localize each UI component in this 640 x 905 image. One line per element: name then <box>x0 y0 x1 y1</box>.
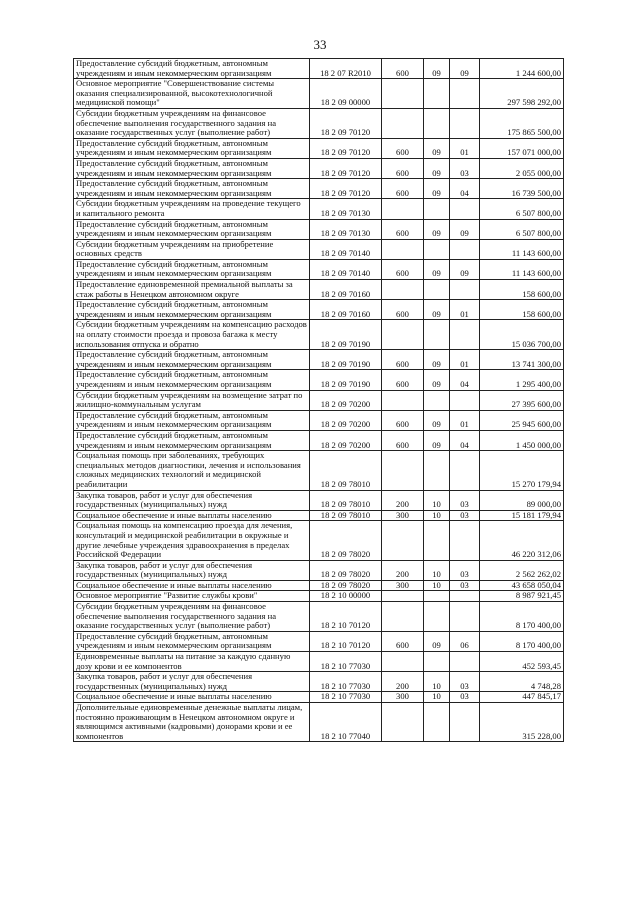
section-cell: 09 <box>424 350 450 370</box>
target-code-cell: 18 2 09 70160 <box>310 300 382 320</box>
expense-type-cell: 300 <box>382 510 424 521</box>
table-row <box>74 108 564 138</box>
section-cell: 09 <box>424 430 450 450</box>
subsection-cell: 01 <box>450 350 480 370</box>
expense-type-cell <box>382 703 424 742</box>
section-cell <box>424 239 450 259</box>
amount-cell: 1 450 000,00 <box>480 430 564 450</box>
amount-cell: 2 562 262,02 <box>480 560 564 580</box>
expense-type-cell <box>382 521 424 560</box>
row-name-cell: Предоставление субсидий бюджетным, автономным учреждениям и иным некоммерческим организациям <box>74 219 310 239</box>
row-name-cell: Предоставление субсидий бюджетным, автономным учреждениям и иным некоммерческим организациям <box>74 410 310 430</box>
expense-type-cell <box>382 108 424 138</box>
section-cell: 10 <box>424 510 450 521</box>
subsection-cell: 01 <box>450 138 480 158</box>
amount-cell: 11 143 600,00 <box>480 239 564 259</box>
row-name-cell: Социальная помощь на компенсацию проезда для лечения, консультаций и медицинской реабилитации в окружные и другие лечебные учреждения здравоохранения в пределах Российской Федерации <box>74 521 310 560</box>
table-row <box>74 521 564 560</box>
table-row <box>74 259 564 279</box>
amount-cell: 16 739 500,00 <box>480 179 564 199</box>
row-name-cell: Субсидии бюджетным учреждениям на возмещение затрат по жилищно-коммунальным услугам <box>74 390 310 410</box>
table-row <box>74 280 564 300</box>
subsection-cell <box>450 199 480 219</box>
table-row <box>74 370 564 390</box>
subsection-cell: 04 <box>450 430 480 450</box>
expense-type-cell: 600 <box>382 370 424 390</box>
subsection-cell <box>450 451 480 490</box>
table-row <box>74 672 564 692</box>
table-row <box>74 158 564 178</box>
amount-cell: 11 143 600,00 <box>480 259 564 279</box>
table-row <box>74 490 564 510</box>
amount-cell: 8 987 921,45 <box>480 591 564 602</box>
target-code-cell: 18 2 10 00000 <box>310 591 382 602</box>
section-cell: 10 <box>424 560 450 580</box>
subsection-cell <box>450 390 480 410</box>
subsection-cell <box>450 280 480 300</box>
section-cell <box>424 280 450 300</box>
target-code-cell: 18 2 09 70160 <box>310 280 382 300</box>
subsection-cell: 03 <box>450 580 480 591</box>
section-cell <box>424 320 450 350</box>
table-row <box>74 59 564 79</box>
target-code-cell: 18 2 09 70200 <box>310 430 382 450</box>
subsection-cell <box>450 703 480 742</box>
expense-type-cell: 300 <box>382 692 424 703</box>
table-row <box>74 320 564 350</box>
row-name-cell: Субсидии бюджетным учреждениям на компенсацию расходов на оплату стоимости проезда и провоза багажа к месту использования отпуска и обратно <box>74 320 310 350</box>
subsection-cell: 03 <box>450 560 480 580</box>
row-name-cell: Предоставление субсидий бюджетным, автономным учреждениям и иным некоммерческим организациям <box>74 179 310 199</box>
row-name-cell: Субсидии бюджетным учреждениям на финансовое обеспечение выполнения государственного задания на оказание государственных услуг (выполнение работ) <box>74 108 310 138</box>
table-row <box>74 692 564 703</box>
target-code-cell: 18 2 10 77030 <box>310 652 382 672</box>
target-code-cell: 18 2 09 70200 <box>310 410 382 430</box>
subsection-cell: 09 <box>450 219 480 239</box>
table-row <box>74 138 564 158</box>
target-code-cell: 18 2 09 70120 <box>310 158 382 178</box>
row-name-cell: Основное мероприятие "Развитие службы крови" <box>74 591 310 602</box>
row-name-cell: Социальное обеспечение и иные выплаты населению <box>74 580 310 591</box>
target-code-cell: 18 2 09 70120 <box>310 138 382 158</box>
expense-type-cell: 600 <box>382 158 424 178</box>
subsection-cell: 04 <box>450 370 480 390</box>
expense-type-cell <box>382 79 424 109</box>
expense-type-cell <box>382 199 424 219</box>
expense-type-cell <box>382 320 424 350</box>
table-row <box>74 219 564 239</box>
row-name-cell: Предоставление субсидий бюджетным, автономным учреждениям и иным некоммерческим организациям <box>74 300 310 320</box>
table-row <box>74 510 564 521</box>
target-code-cell: 18 2 09 78010 <box>310 490 382 510</box>
section-cell: 09 <box>424 370 450 390</box>
expense-type-cell <box>382 280 424 300</box>
amount-cell: 27 395 600,00 <box>480 390 564 410</box>
amount-cell: 315 228,00 <box>480 703 564 742</box>
amount-cell: 2 055 000,00 <box>480 158 564 178</box>
table-row <box>74 239 564 259</box>
table-row <box>74 652 564 672</box>
amount-cell: 8 170 400,00 <box>480 631 564 651</box>
target-code-cell: 18 2 10 70120 <box>310 631 382 651</box>
section-cell <box>424 703 450 742</box>
amount-cell: 158 600,00 <box>480 300 564 320</box>
table-row <box>74 179 564 199</box>
amount-cell: 15 270 179,94 <box>480 451 564 490</box>
expense-type-cell: 600 <box>382 138 424 158</box>
section-cell <box>424 652 450 672</box>
subsection-cell: 04 <box>450 179 480 199</box>
target-code-cell: 18 2 09 70200 <box>310 390 382 410</box>
table-row <box>74 703 564 742</box>
page-number: 33 <box>313 37 327 52</box>
target-code-cell: 18 2 09 78020 <box>310 560 382 580</box>
expense-type-cell: 600 <box>382 430 424 450</box>
section-cell <box>424 79 450 109</box>
amount-cell: 15 181 179,94 <box>480 510 564 521</box>
subsection-cell: 03 <box>450 490 480 510</box>
section-cell: 10 <box>424 672 450 692</box>
row-name-cell: Закупка товаров, работ и услуг для обеспечения государственных (муниципальных) нужд <box>74 560 310 580</box>
target-code-cell: 18 2 09 78020 <box>310 521 382 560</box>
table-row <box>74 199 564 219</box>
subsection-cell: 09 <box>450 259 480 279</box>
section-cell: 09 <box>424 138 450 158</box>
table-row <box>74 631 564 651</box>
subsection-cell: 03 <box>450 510 480 521</box>
amount-cell: 43 658 050,04 <box>480 580 564 591</box>
expense-type-cell <box>382 591 424 602</box>
row-name-cell: Субсидии бюджетным учреждениям на приобретение основных средств <box>74 239 310 259</box>
row-name-cell: Предоставление субсидий бюджетным, автономным учреждениям и иным некоммерческим организациям <box>74 158 310 178</box>
target-code-cell: 18 2 09 70120 <box>310 179 382 199</box>
amount-cell: 1 295 400,00 <box>480 370 564 390</box>
row-name-cell: Социальное обеспечение и иные выплаты населению <box>74 510 310 521</box>
row-name-cell: Субсидии бюджетным учреждениям на финансовое обеспечение выполнения государственного задания на оказание государственных услуг (выполнение работ) <box>74 602 310 632</box>
expense-type-cell: 200 <box>382 560 424 580</box>
expense-type-cell: 300 <box>382 580 424 591</box>
subsection-cell <box>450 602 480 632</box>
row-name-cell: Предоставление субсидий бюджетным, автономным учреждениям и иным некоммерческим организациям <box>74 370 310 390</box>
subsection-cell <box>450 79 480 109</box>
row-name-cell: Субсидии бюджетным учреждениям на проведение текущего и капитального ремонта <box>74 199 310 219</box>
table-row <box>74 580 564 591</box>
expense-type-cell <box>382 652 424 672</box>
amount-cell: 158 600,00 <box>480 280 564 300</box>
subsection-cell: 03 <box>450 158 480 178</box>
subsection-cell <box>450 320 480 350</box>
target-code-cell: 18 2 09 00000 <box>310 79 382 109</box>
row-name-cell: Дополнительные единовременные денежные выплаты лицам, постоянно проживающим в Ненецком автономном округе и являющимся активными (кадровыми) донорами крови и ее компонентов <box>74 703 310 742</box>
target-code-cell: 18 2 09 70140 <box>310 259 382 279</box>
row-name-cell: Предоставление субсидий бюджетным, автономным учреждениям и иным некоммерческим организациям <box>74 430 310 450</box>
table-row <box>74 300 564 320</box>
section-cell <box>424 521 450 560</box>
expense-type-cell: 600 <box>382 631 424 651</box>
row-name-cell: Предоставление субсидий бюджетным, автономным учреждениям и иным некоммерческим организациям <box>74 350 310 370</box>
expense-type-cell <box>382 602 424 632</box>
amount-cell: 452 593,45 <box>480 652 564 672</box>
expense-type-cell: 600 <box>382 350 424 370</box>
expense-type-cell: 600 <box>382 219 424 239</box>
subsection-cell: 03 <box>450 672 480 692</box>
expense-type-cell: 200 <box>382 490 424 510</box>
table-row <box>74 390 564 410</box>
expense-type-cell: 600 <box>382 410 424 430</box>
target-code-cell: 18 2 10 70120 <box>310 602 382 632</box>
section-cell: 09 <box>424 59 450 79</box>
expense-type-cell <box>382 239 424 259</box>
section-cell <box>424 108 450 138</box>
budget-table <box>73 58 564 742</box>
target-code-cell: 18 2 09 78020 <box>310 580 382 591</box>
table-row <box>74 350 564 370</box>
amount-cell: 46 220 312,06 <box>480 521 564 560</box>
expense-type-cell: 200 <box>382 672 424 692</box>
section-cell: 09 <box>424 300 450 320</box>
amount-cell: 447 845,17 <box>480 692 564 703</box>
section-cell: 10 <box>424 692 450 703</box>
expense-type-cell <box>382 451 424 490</box>
row-name-cell: Предоставление субсидий бюджетным, автономным учреждениям и иным некоммерческим организациям <box>74 59 310 79</box>
section-cell: 10 <box>424 580 450 591</box>
row-name-cell: Социальное обеспечение и иные выплаты населению <box>74 692 310 703</box>
section-cell: 09 <box>424 631 450 651</box>
target-code-cell: 18 2 09 70190 <box>310 370 382 390</box>
amount-cell: 175 865 500,00 <box>480 108 564 138</box>
subsection-cell: 09 <box>450 59 480 79</box>
amount-cell: 6 507 800,00 <box>480 199 564 219</box>
row-name-cell: Предоставление единовременной премиальной выплаты за стаж работы в Ненецком автономном округе <box>74 280 310 300</box>
expense-type-cell: 600 <box>382 59 424 79</box>
target-code-cell: 18 2 09 70120 <box>310 108 382 138</box>
budget-table-body <box>74 59 564 742</box>
amount-cell: 13 741 300,00 <box>480 350 564 370</box>
subsection-cell <box>450 652 480 672</box>
row-name-cell: Социальная помощь при заболеваниях, требующих специальных методов диагностики, лечения и использования сложных медицинских технологий и медицинской реабилитации <box>74 451 310 490</box>
amount-cell: 4 748,28 <box>480 672 564 692</box>
target-code-cell: 18 2 09 70190 <box>310 350 382 370</box>
section-cell <box>424 591 450 602</box>
expense-type-cell: 600 <box>382 300 424 320</box>
subsection-cell: 03 <box>450 692 480 703</box>
subsection-cell <box>450 591 480 602</box>
table-row <box>74 430 564 450</box>
row-name-cell: Закупка товаров, работ и услуг для обеспечения государственных (муниципальных) нужд <box>74 490 310 510</box>
subsection-cell: 06 <box>450 631 480 651</box>
target-code-cell: 18 2 10 77030 <box>310 672 382 692</box>
subsection-cell: 01 <box>450 300 480 320</box>
subsection-cell <box>450 521 480 560</box>
table-row <box>74 560 564 580</box>
row-name-cell: Предоставление субсидий бюджетным, автономным учреждениям и иным некоммерческим организациям <box>74 631 310 651</box>
table-row <box>74 451 564 490</box>
expense-type-cell: 600 <box>382 179 424 199</box>
amount-cell: 8 170 400,00 <box>480 602 564 632</box>
row-name-cell: Основное мероприятие "Совершенствование системы оказания специализированной, высокотехнологичной медицинской помощи" <box>74 79 310 109</box>
section-cell: 10 <box>424 490 450 510</box>
amount-cell: 89 000,00 <box>480 490 564 510</box>
amount-cell: 157 071 000,00 <box>480 138 564 158</box>
amount-cell: 15 036 700,00 <box>480 320 564 350</box>
target-code-cell: 18 2 09 70130 <box>310 219 382 239</box>
section-cell <box>424 199 450 219</box>
section-cell: 09 <box>424 158 450 178</box>
target-code-cell: 18 2 10 77040 <box>310 703 382 742</box>
section-cell: 09 <box>424 410 450 430</box>
row-name-cell: Единовременные выплаты на питание за каждую сданную дозу крови и ее компонентов <box>74 652 310 672</box>
expense-type-cell: 600 <box>382 259 424 279</box>
amount-cell: 1 244 600,00 <box>480 59 564 79</box>
section-cell: 09 <box>424 259 450 279</box>
table-row <box>74 79 564 109</box>
target-code-cell: 18 2 09 70140 <box>310 239 382 259</box>
section-cell <box>424 602 450 632</box>
amount-cell: 6 507 800,00 <box>480 219 564 239</box>
expense-type-cell <box>382 390 424 410</box>
section-cell <box>424 390 450 410</box>
section-cell: 09 <box>424 219 450 239</box>
subsection-cell <box>450 108 480 138</box>
row-name-cell: Предоставление субсидий бюджетным, автономным учреждениям и иным некоммерческим организациям <box>74 138 310 158</box>
section-cell <box>424 451 450 490</box>
table-row <box>74 410 564 430</box>
row-name-cell: Предоставление субсидий бюджетным, автономным учреждениям и иным некоммерческим организациям <box>74 259 310 279</box>
row-name-cell: Закупка товаров, работ и услуг для обеспечения государственных (муниципальных) нужд <box>74 672 310 692</box>
target-code-cell: 18 2 10 77030 <box>310 692 382 703</box>
section-cell: 09 <box>424 179 450 199</box>
amount-cell: 25 945 600,00 <box>480 410 564 430</box>
amount-cell: 297 598 292,00 <box>480 79 564 109</box>
target-code-cell: 18 2 09 78010 <box>310 451 382 490</box>
table-row <box>74 602 564 632</box>
target-code-cell: 18 2 09 70130 <box>310 199 382 219</box>
subsection-cell <box>450 239 480 259</box>
target-code-cell: 18 2 09 78010 <box>310 510 382 521</box>
target-code-cell: 18 2 09 70190 <box>310 320 382 350</box>
target-code-cell: 18 2 07 R2010 <box>310 59 382 79</box>
table-row <box>74 591 564 602</box>
subsection-cell: 01 <box>450 410 480 430</box>
